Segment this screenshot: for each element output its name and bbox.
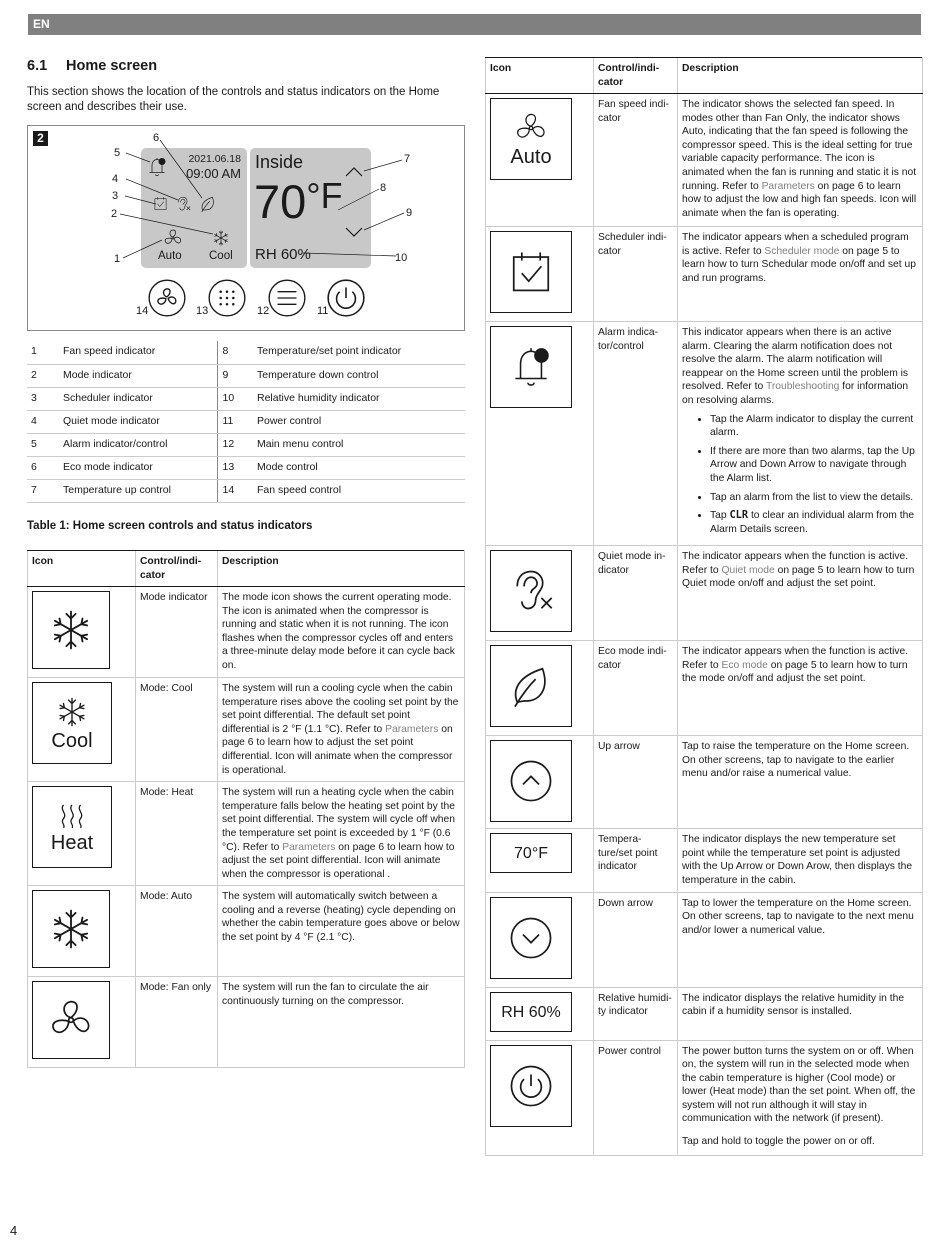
icon-box	[32, 682, 112, 764]
callout-8: 8	[380, 182, 387, 194]
description-text	[682, 645, 918, 686]
legend-label: Mode control	[253, 456, 465, 479]
description-part: The power button turns the system on or off. When on, the system will run in the selected mode when the cabin temperature is higher (Cool mode) or lower (Heat mode) than the set point. When off, the system will not run although it will stay in communication with the network (if present).	[682, 1045, 916, 1125]
temperature-unit: °F	[306, 175, 343, 216]
inside-label: Inside	[255, 152, 304, 172]
heat-waves-icon	[55, 801, 89, 831]
legend-label: Mode indicator	[59, 364, 217, 387]
table-row	[28, 587, 465, 678]
callout-4: 4	[112, 173, 119, 185]
icon-label: Auto	[510, 146, 552, 169]
description-part: on page 5 to learn how to turn Quiet mode on/off and adjust the set point.	[682, 564, 915, 590]
legend-number: 11	[217, 410, 253, 433]
description-part: The system will run the fan to circulate the air continuously turning on the compressor.	[222, 982, 429, 1007]
legend-label: Quiet mode indicator	[59, 410, 217, 433]
section-heading	[27, 57, 157, 76]
control-name: Mode: Heat	[136, 782, 218, 886]
callout-9: 9	[406, 207, 413, 219]
description-text	[222, 981, 460, 1008]
table-row	[28, 678, 465, 782]
table-row	[486, 322, 923, 546]
icon-cell	[486, 546, 594, 641]
callout-6: 6	[153, 132, 160, 144]
icon-box	[32, 890, 110, 968]
description-cell	[218, 782, 465, 886]
table-row	[28, 977, 465, 1068]
description-text	[682, 550, 918, 591]
description-cell	[678, 892, 923, 987]
description-cell	[678, 227, 923, 322]
icon-box	[490, 645, 572, 727]
icon-box	[32, 981, 110, 1059]
controls-table-right	[485, 57, 923, 1156]
icon-label: Cool	[51, 730, 93, 753]
control-name: Mode: Cool	[136, 678, 218, 782]
callout-13: 13	[196, 305, 209, 317]
fan-speed-label: Auto	[158, 250, 182, 262]
description-cell	[678, 641, 923, 736]
controls-table-left	[27, 550, 465, 1068]
description-part: The indicator displays the new temperature set point while the temperature set point is adjusted with the Up Arrow or Down Arow, then displays the temperature in the cabin.	[682, 834, 913, 886]
description-part: The indicator appears when the function is active. Refer to	[682, 551, 909, 576]
legend-row	[27, 456, 465, 479]
table-row	[28, 782, 465, 886]
list-item-text: to clear an individual alarm from the Alarm Details screen.	[710, 510, 915, 535]
control-name: Mode indicator	[136, 587, 218, 678]
icon-cell	[486, 1040, 594, 1155]
description-part: on page 6 to learn how to adjust the set point differential. Icon will animate when the compressor is operational .	[222, 841, 455, 880]
description-note: Tap and hold to toggle the power on or off.	[682, 1136, 875, 1148]
icon-label: Heat	[50, 832, 94, 855]
table-row	[486, 546, 923, 641]
description-part: on page 5 to learn how to turn Schedular mode on/off and set up and run programs.	[682, 245, 916, 284]
description-cell	[218, 977, 465, 1068]
description-part: for information on resolving alarms.	[682, 381, 909, 407]
legend-number: 12	[217, 433, 253, 456]
description-cell	[678, 829, 923, 892]
table-row	[486, 227, 923, 322]
description-text	[682, 992, 918, 1019]
description-part: The indicator displays the relative humidity in the cabin if a humidity sensor is installed.	[682, 992, 905, 1018]
callout-leader-lines	[28, 126, 466, 332]
description-text	[682, 833, 918, 887]
page-number: 4	[10, 1223, 18, 1238]
icon-cell	[28, 587, 136, 678]
description-text	[222, 890, 460, 944]
header-description: Description	[678, 58, 923, 94]
power-icon	[508, 1063, 554, 1109]
legend-label: Temperature up control	[59, 479, 217, 502]
control-name: Mode: Auto	[136, 886, 218, 977]
header-description: Description	[218, 551, 465, 587]
snowflake-icon	[48, 906, 94, 952]
cross-reference-link[interactable]: Parameters	[761, 180, 815, 192]
description-part: The mode icon shows the current operating mode. The icon is animated when the compressor is running and static when it is not running. The icon flashes when the compressor cycles off and enters a three-minute delay mode before it can cycle back on.	[222, 592, 455, 672]
legend-row	[27, 341, 465, 364]
figure-number: 2	[33, 131, 48, 146]
description-part: on page 6 to learn how to adjust the set point differential. Icon will animate when the compressor is operational.	[222, 723, 453, 776]
bell-icon	[508, 344, 554, 390]
callout-3: 3	[112, 190, 119, 202]
description-cell	[218, 587, 465, 678]
callout-5: 5	[114, 147, 121, 159]
icon-box	[490, 992, 572, 1032]
description-text	[682, 231, 918, 285]
cross-reference-link[interactable]: Parameters	[385, 723, 439, 735]
description-cell	[678, 94, 923, 227]
cross-reference-link[interactable]: Quiet mode	[721, 564, 775, 576]
legend-label: Relative humidity indicator	[253, 387, 465, 410]
table-row	[486, 1040, 923, 1155]
legend-row	[27, 410, 465, 433]
legend-number: 1	[27, 341, 59, 364]
list-item-text: Tap	[710, 510, 730, 522]
description-cell	[678, 736, 923, 829]
callout-12: 12	[257, 305, 270, 317]
table-row	[486, 892, 923, 987]
description-part: The indicator appears when a scheduled program is active. Refer to	[682, 232, 909, 257]
legend-row	[27, 433, 465, 456]
header-icon: Icon	[486, 58, 594, 94]
section-number: 6.1	[27, 58, 48, 74]
icon-cell	[28, 678, 136, 782]
icon-cell	[486, 94, 594, 227]
icon-cell	[486, 322, 594, 546]
control-name: Quiet mode in- dicator	[594, 546, 678, 641]
control-name: Down arrow	[594, 892, 678, 987]
legend-number: 8	[217, 341, 253, 364]
description-cell	[218, 678, 465, 782]
icon-box	[32, 786, 112, 868]
table-row	[486, 641, 923, 736]
fan-icon	[48, 997, 94, 1043]
control-name: Fan speed indi- cator	[594, 94, 678, 227]
control-name: Relative humidi- ty indicator	[594, 987, 678, 1040]
description-part: Tap to raise the temperature on the Home screen. On other screens, tap to navigate to the earlier menu and/or raise a numerical value.	[682, 741, 910, 780]
icon-box	[490, 326, 572, 408]
table-row	[486, 987, 923, 1040]
legend-number: 3	[27, 387, 59, 410]
language-code: EN	[33, 17, 50, 31]
control-name: Power control	[594, 1040, 678, 1155]
bullet-list	[682, 413, 918, 537]
calendar-check-icon	[508, 249, 554, 295]
legend-label: Temperature/set point indicator	[253, 341, 465, 364]
header-control: Control/indi- cator	[136, 551, 218, 587]
table-row	[486, 829, 923, 892]
description-part: The indicator appears when the function is active. Refer to	[682, 646, 909, 671]
icon-cell	[28, 977, 136, 1068]
description-part: The system will automatically switch between a cooling and a reverse (heating) cycle depending on whether the cabin temperature goes above or below the set point by 4 °F (2.1 °C).	[222, 891, 460, 943]
legend-label: Power control	[253, 410, 465, 433]
legend-label: Temperature down control	[253, 364, 465, 387]
home-screen-figure	[27, 125, 465, 331]
description-text	[682, 897, 918, 938]
legend-label: Eco mode indicator	[59, 456, 217, 479]
control-name: Up arrow	[594, 736, 678, 829]
section-intro: This section shows the location of the controls and status indicators on the Home screen and describes their use.	[27, 86, 440, 114]
cross-reference-link[interactable]: Troubleshooting	[765, 381, 840, 393]
legend-number: 7	[27, 479, 59, 502]
header-control: Control/indi- cator	[594, 58, 678, 94]
clr-key-label: CLR	[729, 509, 749, 522]
control-name: Scheduler indi- cator	[594, 227, 678, 322]
legend-label: Fan speed control	[253, 479, 465, 502]
ear-x-icon	[508, 568, 554, 614]
description-text	[682, 1045, 918, 1126]
control-name: Tempera- ture/set point indicator	[594, 829, 678, 892]
legend-label: Main menu control	[253, 433, 465, 456]
legend-label: Fan speed indicator	[59, 341, 217, 364]
icon-cell	[486, 736, 594, 829]
legend-label: Alarm indicator/control	[59, 433, 217, 456]
mode-label: Cool	[209, 250, 233, 262]
description-part: The system will run a cooling cycle when the cabin temperature rises above the cooling set point by the set point differential. The default set point differential is 2 °F (1.1 °C). Refer to	[222, 683, 459, 735]
rh-text-icon: RH 60%	[501, 1003, 561, 1021]
legend-number: 2	[27, 364, 59, 387]
legend-number: 4	[27, 410, 59, 433]
control-name: Eco mode indi- cator	[594, 641, 678, 736]
section-title: Home screen	[66, 58, 158, 74]
up-arrow-icon	[508, 758, 554, 804]
temperature-value: 70	[254, 175, 307, 228]
description-text	[222, 682, 460, 777]
description-part: on page 6 to learn how to adjust the low and high fan speeds. Icon will animate when the fan is operating.	[682, 180, 917, 219]
list-item: • Tap an alarm from the list to view the details.	[710, 491, 918, 505]
icon-box	[490, 1045, 572, 1127]
description-cell	[678, 322, 923, 546]
icon-cell	[486, 227, 594, 322]
icon-box	[490, 231, 572, 313]
description-text	[222, 786, 460, 881]
callout-10: 10	[395, 252, 408, 264]
callout-14: 14	[136, 305, 149, 317]
description-text	[682, 740, 918, 781]
table-row	[486, 94, 923, 227]
icon-cell	[486, 641, 594, 736]
icon-cell	[28, 782, 136, 886]
snowflake-icon	[55, 695, 89, 729]
icon-cell	[486, 892, 594, 987]
table-caption: Table 1: Home screen controls and status indicators	[27, 520, 313, 532]
legend-row	[27, 479, 465, 502]
fan-icon	[514, 111, 548, 145]
table-row	[28, 886, 465, 977]
description-cell	[218, 886, 465, 977]
callout-1: 1	[114, 253, 121, 265]
icon-box	[490, 740, 572, 822]
callout-11: 11	[317, 305, 329, 317]
time-display: 09:00 AM	[186, 166, 241, 181]
list-item	[710, 509, 918, 536]
leaf-icon	[508, 663, 554, 709]
legend-number: 5	[27, 433, 59, 456]
snowflake-icon	[48, 607, 94, 653]
humidity-display: RH 60%	[255, 246, 311, 263]
cross-reference-link[interactable]: Parameters	[282, 841, 336, 853]
legend-label: Scheduler indicator	[59, 387, 217, 410]
description-part: on page 5 to learn how to turn the mode on/off and adjust the set point.	[682, 659, 908, 685]
icon-box	[490, 98, 572, 180]
legend-number: 13	[217, 456, 253, 479]
icon-cell	[486, 829, 594, 892]
description-part: Tap to lower the temperature on the Home screen. On other screens, tap to navigate to the next menu and/or lower a numerical value.	[682, 897, 914, 936]
icon-cell	[486, 987, 594, 1040]
description-text	[682, 98, 918, 220]
temp-text-icon: 70°F	[514, 845, 548, 863]
legend-row	[27, 364, 465, 387]
callout-2: 2	[111, 208, 118, 220]
icon-box	[490, 550, 572, 632]
legend-row	[27, 387, 465, 410]
date-display: 2021.06.18	[188, 153, 241, 165]
list-item: • Tap the Alarm indicator to display the current alarm.	[710, 413, 918, 440]
table-row	[486, 736, 923, 829]
callout-legend-table	[27, 341, 465, 503]
icon-box	[32, 591, 110, 669]
legend-number: 14	[217, 479, 253, 502]
icon-box	[490, 897, 572, 979]
callout-7: 7	[404, 153, 411, 165]
legend-number: 9	[217, 364, 253, 387]
description-part: The system will run a heating cycle when the cabin temperature falls below the heating set point by the set point differential. The system will cycle off when the temperature set point is exceeded by 1 °F (0.6 °C). Refer to	[222, 787, 455, 853]
description-part: This indicator appears when there is an active alarm. Clearing the alarm notification does not resolve the alarm. The alarm notification will reappear on the Home screen until the problem is resolved. Refer to	[682, 327, 909, 393]
language-header-bar	[28, 14, 921, 35]
legend-number: 10	[217, 387, 253, 410]
control-name: Mode: Fan only	[136, 977, 218, 1068]
cross-reference-link[interactable]: Scheduler mode	[764, 245, 840, 257]
down-arrow-icon	[508, 915, 554, 961]
description-part: The indicator shows the selected fan speed. In modes other than Fan Only, the indicator shows Auto, indicating that the fan speed is following the compressor speed. This is the ideal setting for true variable capacity performance. The icon is animated when the fan is running and static it is not running. Refer to	[682, 99, 917, 192]
description-text	[222, 591, 460, 672]
list-item: • If there are more than two alarms, tap the Up Arrow and Down Arrow to navigate through the Alarm list.	[710, 445, 918, 486]
control-name: Alarm indica- tor/control	[594, 322, 678, 546]
description-cell	[678, 546, 923, 641]
description-text	[682, 326, 918, 407]
legend-number: 6	[27, 456, 59, 479]
icon-box	[490, 833, 572, 873]
cross-reference-link[interactable]: Eco mode	[721, 659, 768, 671]
description-cell	[678, 987, 923, 1040]
icon-cell	[28, 886, 136, 977]
header-icon: Icon	[28, 551, 136, 587]
description-cell	[678, 1040, 923, 1155]
